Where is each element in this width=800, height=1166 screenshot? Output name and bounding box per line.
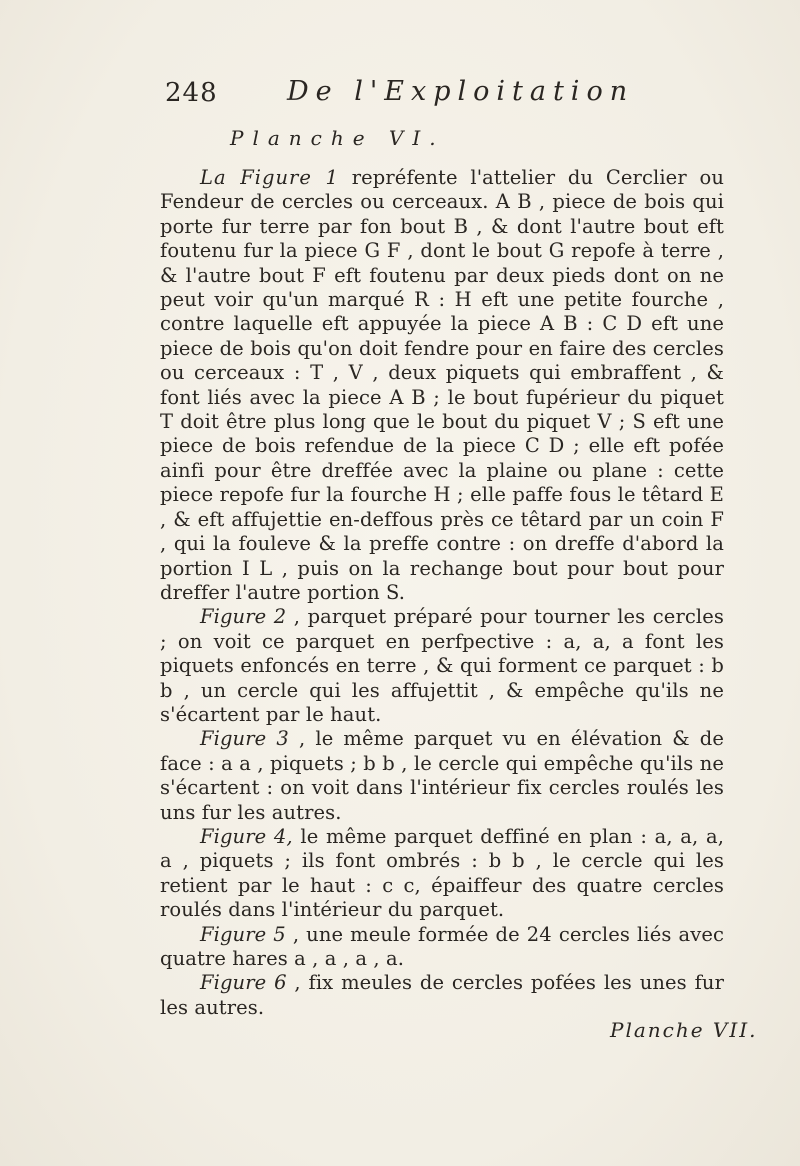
figure-2-text: , parquet préparé pour tourner les cercles ; on voit ce parquet en perfpective : a, a, a font les piquets enfoncés en terre , & qui forment ce parquet : b b , un cercle qui les affujettit , & empêche qu'ils ne s'écartent par le haut.	[160, 605, 724, 726]
page-number: 248	[165, 78, 218, 108]
running-title: De l'Exploitation	[287, 76, 635, 107]
figure-4-label: Figure 4,	[200, 824, 293, 848]
paragraph-figure-2	[160, 605, 724, 727]
figure-1-text: repréfente l'attelier du Cerclier ou Fendeur de cercles ou cerceaux. A B , piece de bois qui porte fur terre par fon bout B , & dont l'autre bout eft foutenu fur la piece G F , dont le bout G repofe à terre , & l'autre bout F eft foutenu par deux pieds dont on ne peut voir qu'un marqué R : H eft une petite fourche , contre laquelle eft appuyée la piece A B : C D eft une piece de bois qu'on doit fendre pour en faire des cercles ou cerceaux : T , V , deux piquets qui embraffent , & font liés avec la piece A B ; le bout fupérieur du piquet T doit être plus long que le bout du piquet V ; S eft une piece de bois refendue de la piece C D ; elle eft pofée ainfi pour être dreffée avec la plaine ou plane : cette piece repofe fur la fourche H ; elle paffe fous le têtard E , & eft affujettie en-deffous près ce têtard par un coin F , qui la fouleve & la preffe contre : on dreffe d'abord la portion I L , puis on la rechange bout pour bout pour dreffer l'autre portion S.	[160, 166, 724, 604]
figure-4-text: le même parquet deffiné en plan : a, a, a, a , piquets ; ils font ombrés : b b , le cercle qui les retient par le haut : c c, épaiffeur des quatre cercles roulés dans l'intérieur du parquet.	[160, 824, 724, 922]
figure-2-label: Figure 2	[200, 605, 287, 629]
page-header	[165, 78, 725, 118]
figure-3-text: , le même parquet vu en élévation & de face : a a , piquets ; b b , le cercle qui empêche qu'ils ne s'écartent : on voit dans l'intérieur fix cercles roulés les uns fur les autres.	[160, 727, 724, 824]
body-text	[160, 166, 724, 1020]
figure-1-label: La Figure 1	[200, 166, 339, 189]
figure-6-text: , fix meules de cercles pofées les unes fur les autres.	[160, 971, 724, 1019]
figure-3-label: Figure 3	[200, 727, 289, 751]
figure-5-text: , une meule formée de 24 cercles liés avec quatre hares a , a , a , a.	[160, 922, 724, 970]
paragraph-figure-6	[160, 971, 724, 1020]
paragraph-figure-1	[160, 166, 724, 605]
catchword: Planche VII.	[610, 1018, 758, 1042]
paragraph-figure-5	[160, 923, 724, 972]
paragraph-figure-4	[160, 825, 724, 923]
figure-6-label: Figure 6	[200, 971, 287, 995]
paragraph-figure-3	[160, 727, 724, 825]
figure-5-label: Figure 5	[200, 922, 286, 946]
plate-title: Planche VI.	[230, 126, 445, 150]
